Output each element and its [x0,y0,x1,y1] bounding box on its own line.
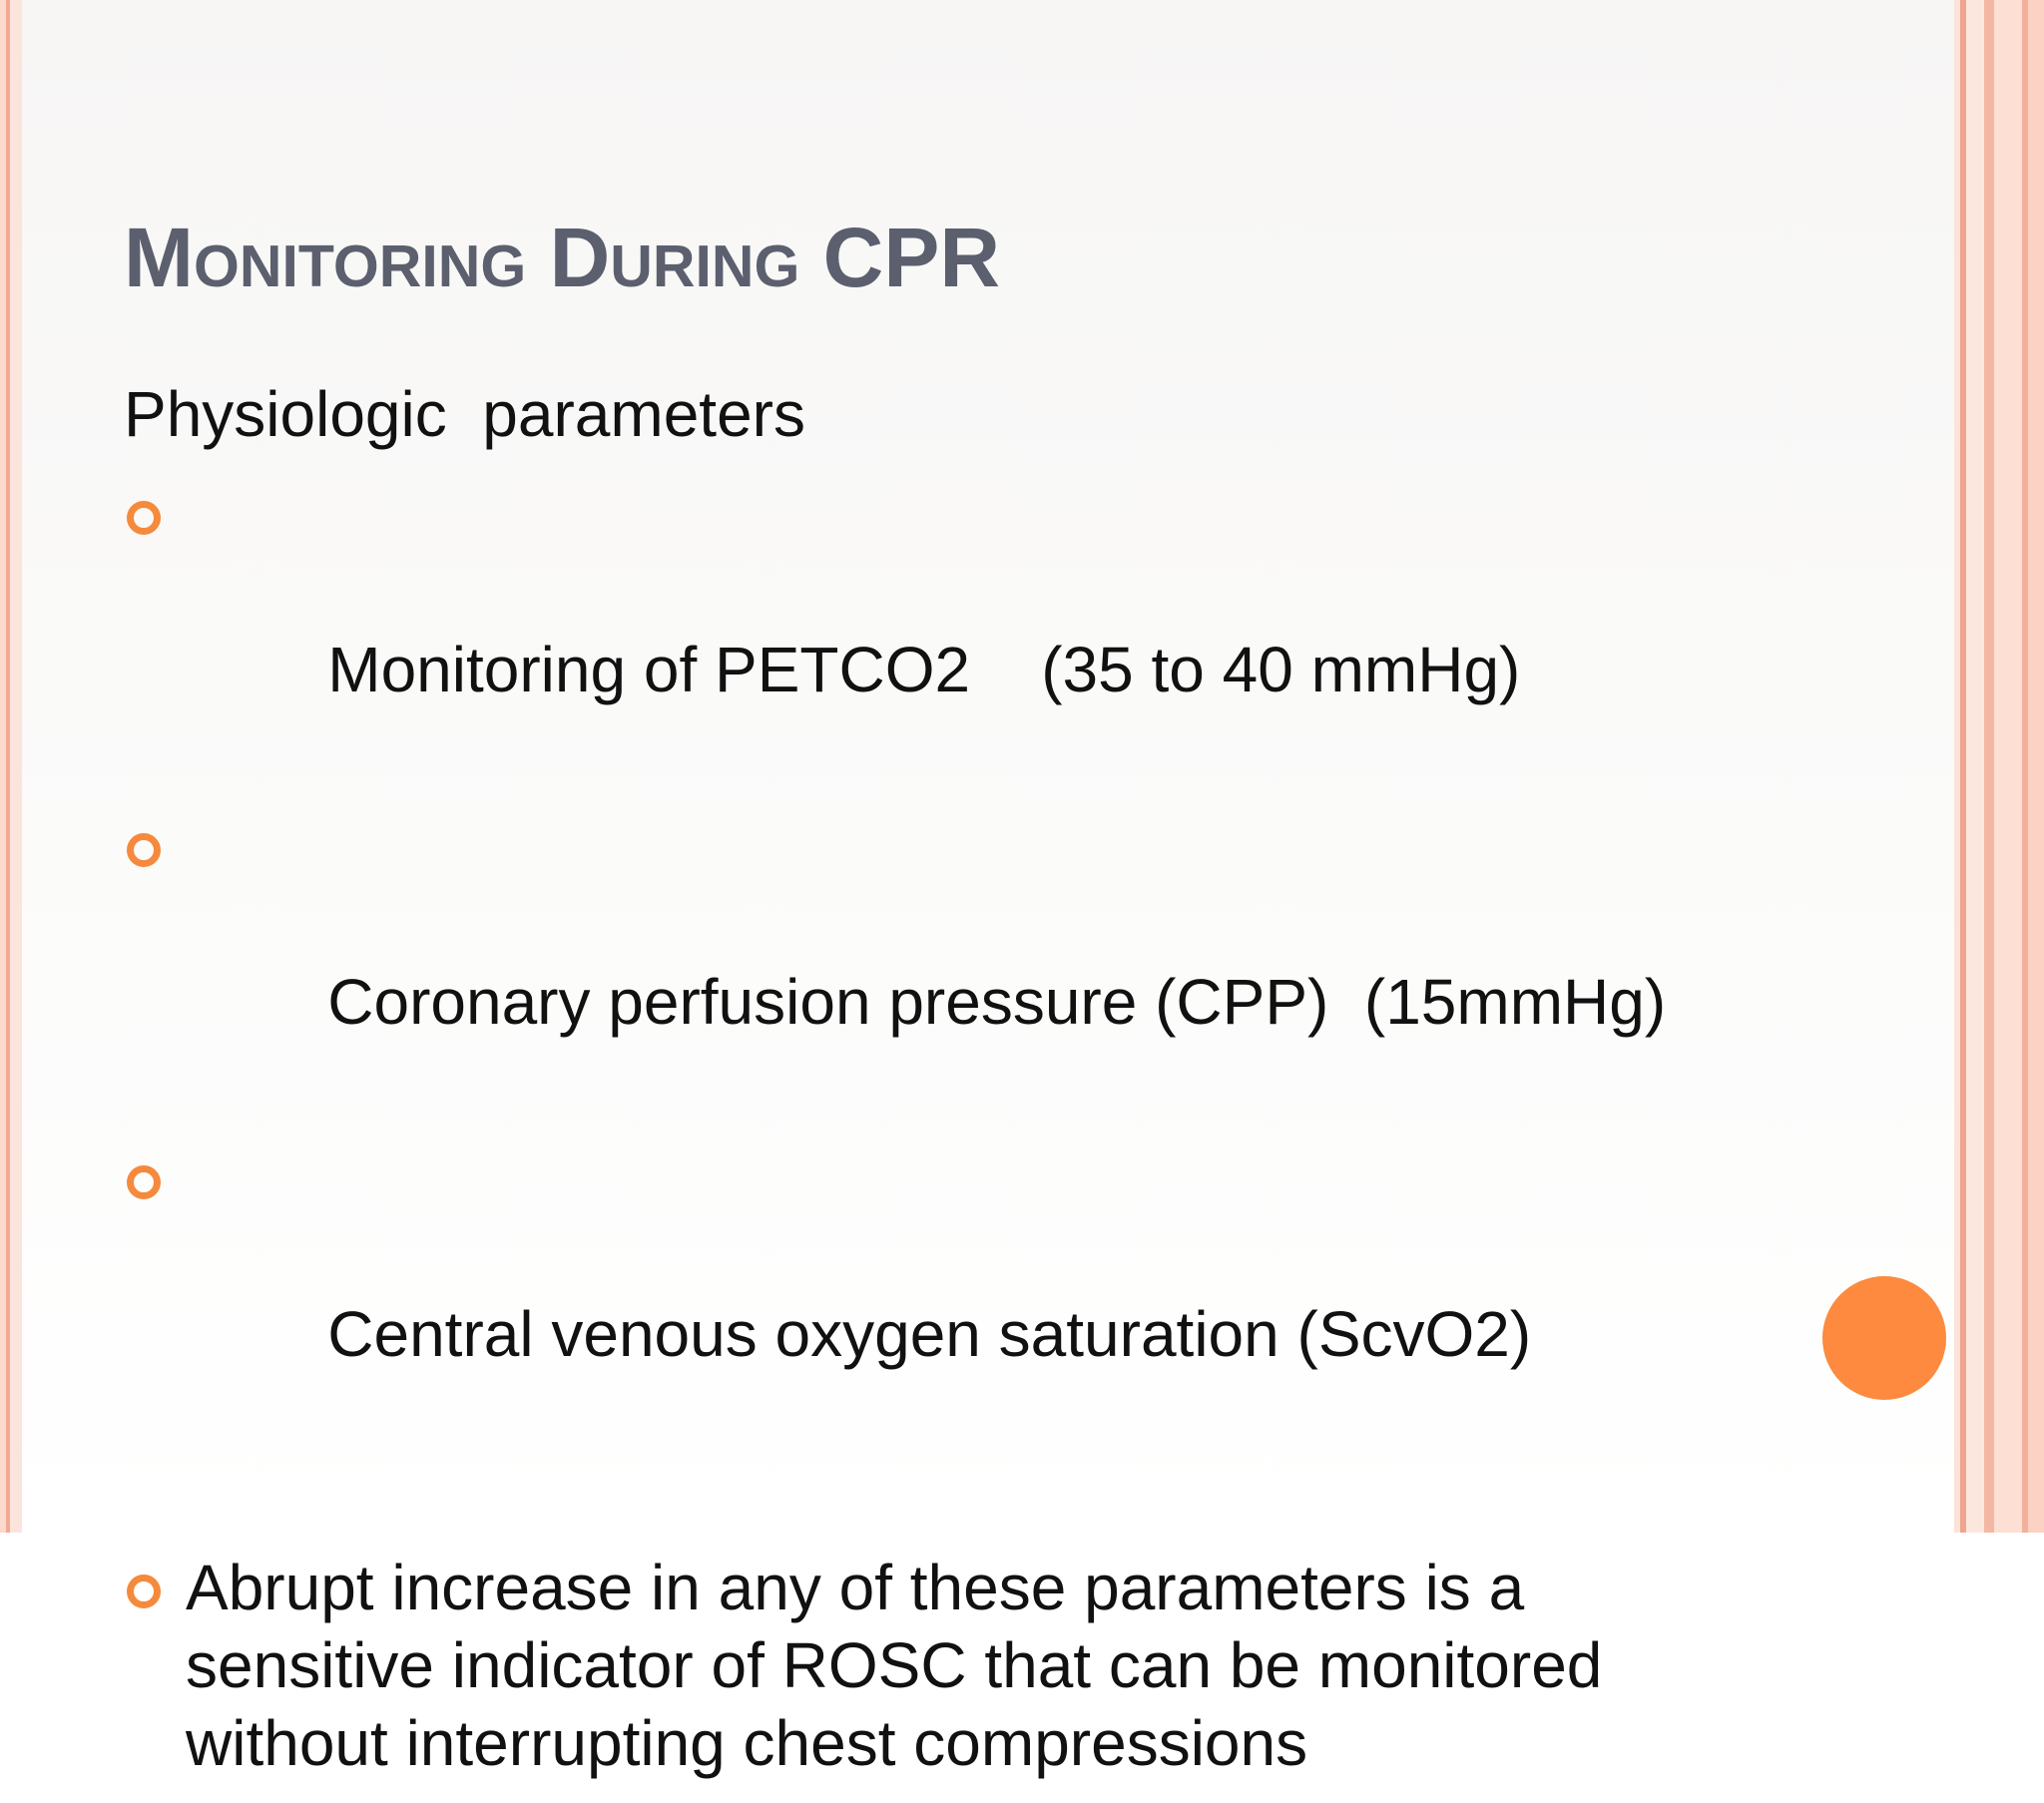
bullet-item [124,807,1820,1119]
hollow-circle-icon [127,1165,161,1199]
hollow-circle-icon [127,833,161,867]
hollow-circle-icon [127,501,161,535]
bullet-list [124,475,1820,1782]
filled-circle-icon [1822,1276,1946,1400]
bullet-item [124,475,1820,786]
left-border-decoration [0,0,22,1533]
slide-title: Monitoring During CPR [124,211,1001,304]
note-line: without interrupting chest compressions [186,1707,1308,1779]
bullet-text: Monitoring of PETCO2 (35 to 40 mmHg) [327,634,1521,705]
hollow-circle-icon [127,1575,161,1608]
bullet-item [124,1139,1820,1451]
note-bullet-item [124,1549,1802,1782]
right-border-decoration [1954,0,2044,1533]
slide-content [124,375,1820,1803]
subheading: Physiologic parameters [124,378,805,450]
note-line: sensitive indicator of ROSC that can be monitored [186,1629,1603,1701]
note-line: Abrupt increase in any of these parameters is a [186,1552,1525,1623]
bullet-text: Coronary perfusion pressure (CPP) (15mmHg) [327,966,1667,1038]
bullet-text: Central venous oxygen saturation (ScvO2) [327,1298,1532,1370]
